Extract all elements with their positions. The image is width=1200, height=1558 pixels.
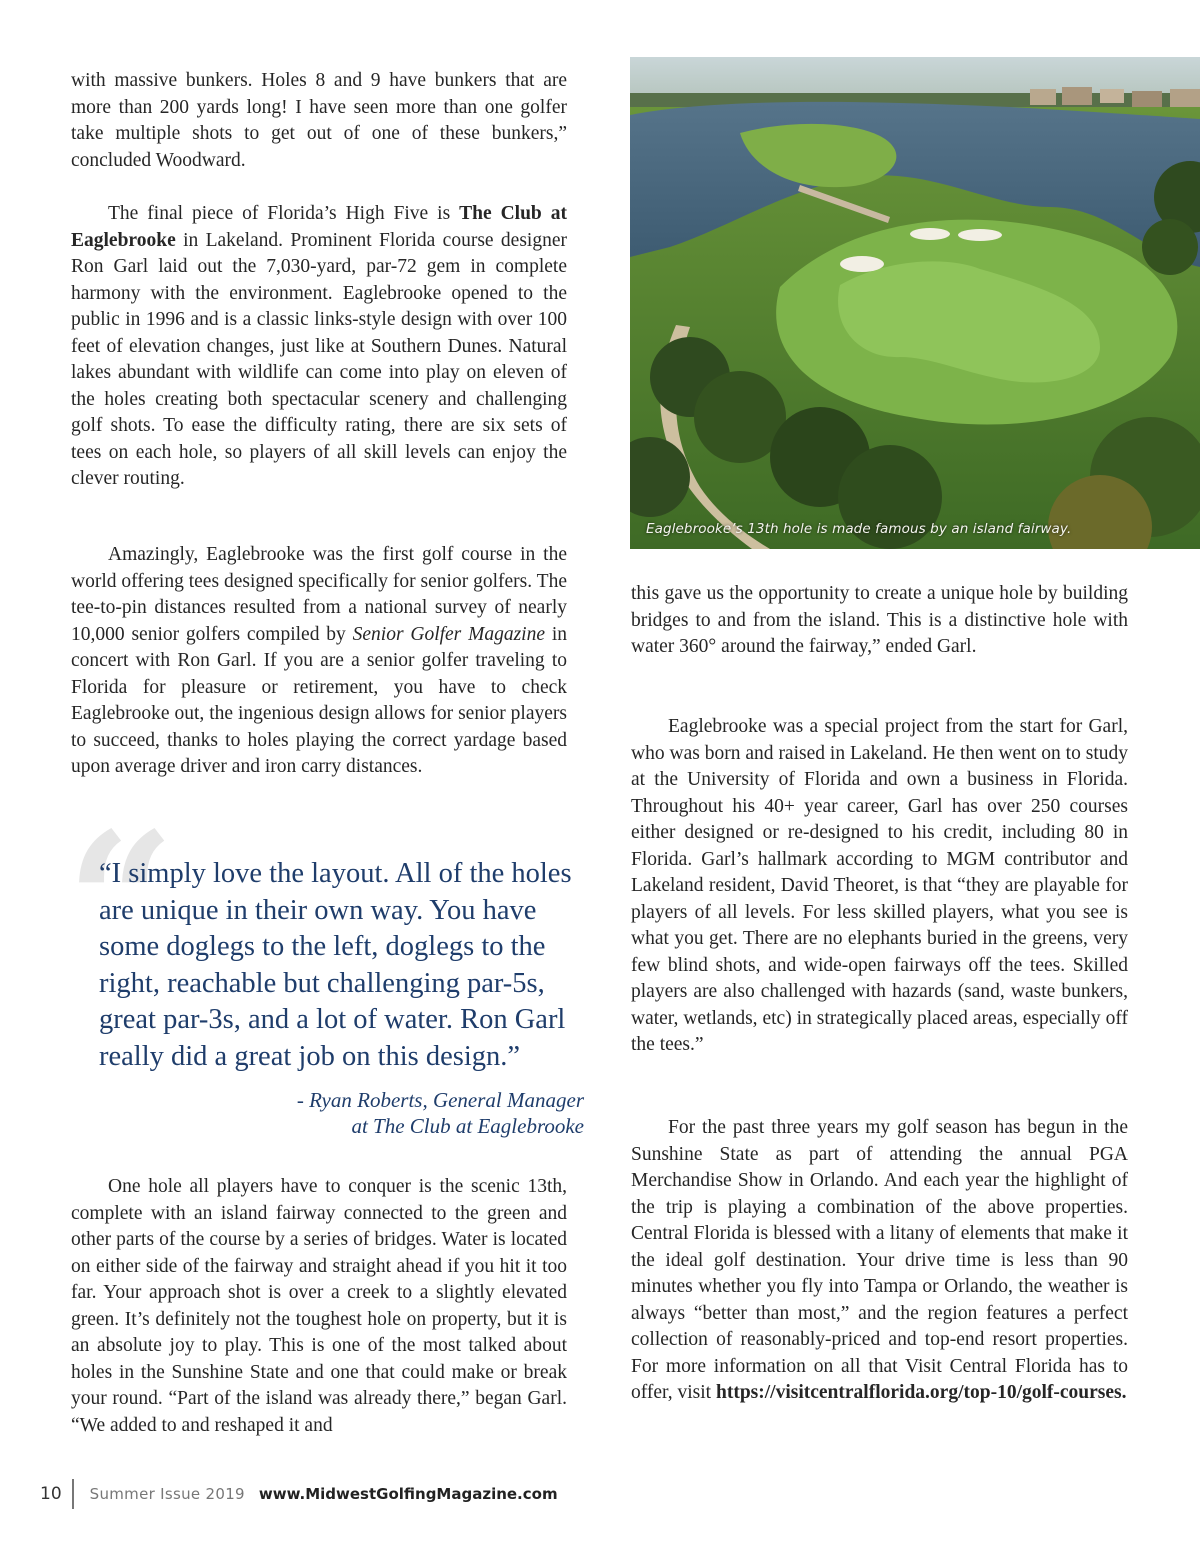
photo-caption: Eaglebrooke’s 13th hole is made famous by an island fairway. <box>646 521 1072 537</box>
paragraph-text: For the past three years my golf season has begun in the Sunshine State as part of attending the annual PGA Merchandise Show in Orlando. And each year the highlight of the trip is playing a combination of the above properties. Central Florida is blessed with a litany of elements that make it the ideal golf destination. Your drive time is less than 90 minutes whether you fly into Tampa or Orlando, the weather is always “better than most,” and the region features a perfect collection of reasonably-priced and top-end resort properties. For more information on all that Visit Central Florida has to offer, visit <box>631 1117 1128 1403</box>
golf-course-photo <box>630 57 1200 549</box>
pull-quote-attribution <box>170 1087 584 1139</box>
quotation-mark-decoration: “ <box>66 791 176 1014</box>
article-paragraph-1: with massive bunkers. Holes 8 and 9 have bunkers that are more than 200 yards long! I have seen more than one golfer take multiple shots to get out of one of these bunkers,” concluded Woodward. <box>71 70 567 171</box>
course-name: The Club at Eaglebrooke <box>71 203 567 251</box>
attribution-line-2: at The Club at Eaglebrooke <box>351 1114 584 1138</box>
paragraph-text: Amazingly, Eaglebrooke was the first golf course in the world offering tees designed specifically for senior golfers. The tee-to-pin distances resulted from a national survey of nearly 10,000 senior golfers compiled by <box>71 544 567 645</box>
attribution-line-1: - Ryan Roberts, General Manager <box>296 1088 584 1112</box>
article-paragraph-3 <box>71 542 567 781</box>
website-link[interactable]: www.MidwestGolfingMagazine.com <box>258 1485 558 1503</box>
aerial-view-illustration <box>630 57 1200 549</box>
article-paragraph-6: Eaglebrooke was a special project from the start for Garl, who was born and raised in Lakeland. He then went on to study at the University of Florida and own a business in Florida. Throughout his 40+ year career, Garl has over 250 courses either designed or re-designed to his credit, including 80 in Florida. Garl’s hallmark according to MGM contributor and Lakeland resident, David Theoret, is that “they are playable for players of all levels. For less skilled players, what you see is what you get. There are no elephants buried in the greens, very few blind shots, and wide-open fairways off the tees. Skilled players are also challenged with hazards (sand, waste bunkers, water, wetlands, etc) in strategically placed areas, especially off the tees.” <box>631 716 1128 1055</box>
paragraph-text: in concert with Ron Garl. If you are a senior golfer traveling to Florida for pleasure or retirement, you have to check Eaglebrooke out, the ingenious design allows for senior players to succeed, thanks to holes playing the correct yardage based upon average driver and iron carry distances. <box>71 623 568 777</box>
pull-quote: “I simply love the layout. All of the holes are unique in their own way. You have some doglegs to the left, doglegs to the right, reachable but challenging par-5s, great par-3s, and a lot of water. Ron Garl really did a great job on this design.” <box>99 858 572 1072</box>
article-paragraph-5: this gave us the opportunity to create a unique hole by building bridges to and from the island. This is a distinctive hole with water 360° around the fairway,” ended Garl. <box>631 583 1128 657</box>
article-paragraph-2 <box>71 201 567 493</box>
paragraph-text: in Lakeland. Prominent Florida course designer Ron Garl laid out the 7,030-yard, par-72 gem in complete harmony with the environment. Eaglebrooke opened to the public in 1996 and is a classic links-style design with over 100 feet of elevation changes, just like at Southern Dunes. Natural lakes abundant with wildlife can come into play on eleven of the holes creating both spectacular scenery and challenging golf shots. To ease the difficulty rating, there are six sets of tees on each hole, so players of all skill levels can enjoy the clever routing. <box>71 229 567 489</box>
footer-divider <box>72 1479 74 1509</box>
visit-central-florida-link[interactable]: https://visitcentralflorida.org/top-10/golf-courses. <box>715 1382 1127 1403</box>
magazine-title: Senior Golfer Magazine <box>352 623 546 645</box>
article-paragraph-7 <box>631 1115 1128 1407</box>
page-footer <box>40 1477 558 1511</box>
issue-label: Summer Issue 2019 <box>89 1485 245 1503</box>
article-paragraph-4: One hole all players have to conquer is the scenic 13th, complete with an island fairway connected to the green and other parts of the course by a series of bridges. Water is located on either side of the fairway and straight ahead if you hit it too far. Your approach shot is over a creek to a slightly elevated green. It’s definitely not the toughest hole on property, but it is an absolute joy to play. This is one of the most talked about holes in the Sunshine State and one that could make or break your round. “Part of the island was already there,” began Garl. “We added to and reshaped it and <box>71 1176 567 1436</box>
page-number: 10 <box>40 1484 62 1504</box>
paragraph-text: The final piece of Florida’s High Five is <box>108 203 460 224</box>
